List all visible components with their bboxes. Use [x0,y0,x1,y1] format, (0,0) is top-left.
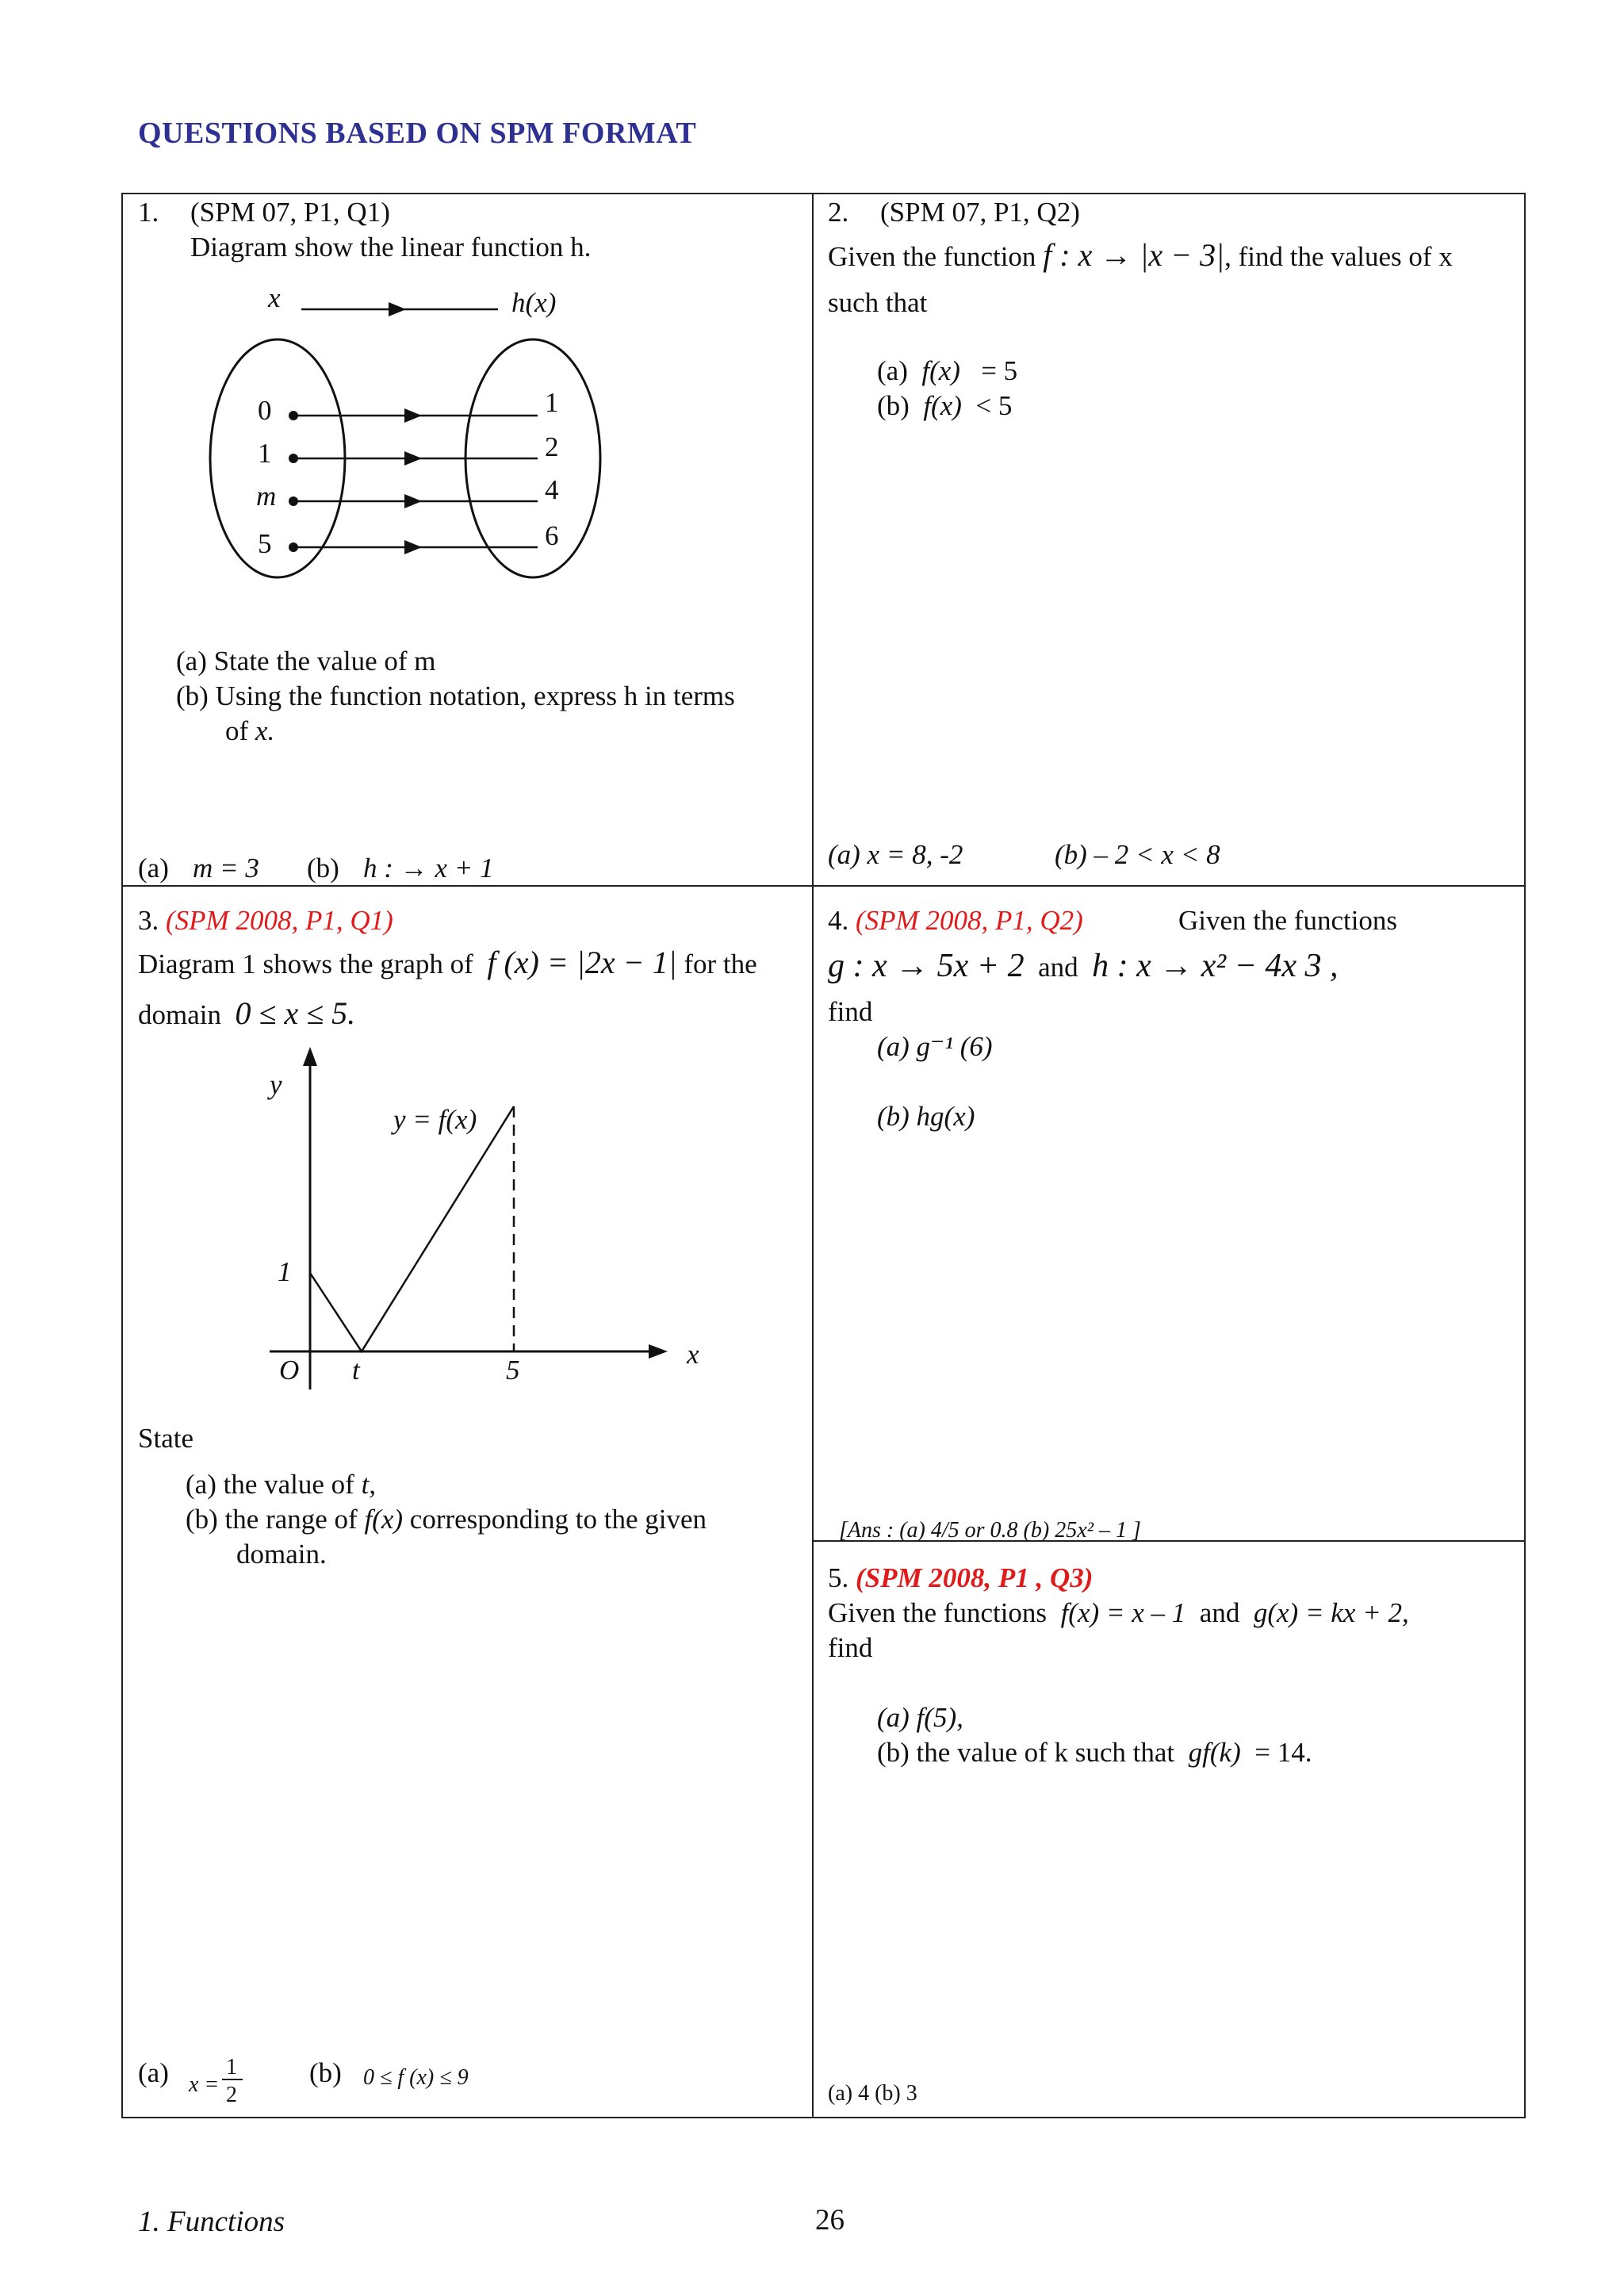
q5-part-b-start: (b) the value of k such that [877,1737,1175,1768]
q1-domain-5: 5 [258,528,272,559]
q2-part-b-expr: f(x) [923,390,962,421]
q5-source: (SPM 2008, P1 , Q3) [856,1562,1094,1593]
q5-number: 5. [828,1562,849,1593]
footer-page-number: 26 [815,2204,845,2237]
q4-answer: [Ans : (a) 4/5 or 0.8 (b) 25x² – 1 ] [839,1518,1141,1543]
q3-answer-b: 0 ≤ f (x) ≤ 9 [363,2065,469,2090]
page-heading: QUESTIONS BASED ON SPM FORMAT [138,117,697,150]
q1-domain-m: m [256,481,277,512]
q3-answer-a-den: 2 [226,2083,237,2107]
q5-find: find [828,1632,873,1663]
q3-part-b: (b) the range of [186,1504,358,1535]
q3-number: 3. [138,905,159,936]
q1-intro: Diagram show the linear function h. [190,232,592,263]
q2-function: f : x → |x − 3| [1043,237,1225,273]
q2-intro-end: , find the values of x [1224,241,1453,272]
q3-domain-expr: 0 ≤ x ≤ 5. [235,995,356,1031]
q4-part-b: (b) hg(x) [877,1101,975,1132]
q3-answer-a-label: (a) [138,2057,169,2088]
q2-part-b-label: (b) [877,390,910,421]
q5-g-function: g(x) = kx + 2, [1253,1597,1409,1628]
q3-answer-a-lhs: x = [189,2072,220,2097]
q1-source: (SPM 07, P1, Q1) [190,197,390,228]
q1-codomain-1: 1 [545,387,559,418]
q1-domain-1: 1 [258,438,272,469]
q5-f-function: f(x) = x – 1 [1060,1597,1186,1628]
q4-find: find [828,996,873,1027]
q3-y-tick-1: 1 [278,1256,292,1287]
q2-number: 2. [828,197,849,228]
q2-intro-start: Given the function [828,241,1036,272]
q5-intro-start: Given the functions [828,1597,1048,1628]
q1-part-b2-var: x. [255,715,275,746]
q2-answer-a: (a) x = 8, -2 [828,839,963,870]
q2-part-a-label: (a) [877,355,908,386]
q3-answer-b-label: (b) [309,2057,342,2088]
q3-state: State [138,1423,193,1454]
footer-chapter: 1. Functions [138,2206,285,2238]
q3-part-a: (a) the value of [186,1469,354,1500]
q3-origin-label: O [279,1355,300,1386]
q3-x-label: x [687,1339,699,1370]
q3-intro-start: Diagram 1 shows the graph of [138,949,473,979]
q1-answer-b: h : → x + 1 [363,853,494,884]
q1-part-a: (a) State the value of m [176,646,436,677]
q3-answer-a-num: 1 [226,2055,237,2079]
q1-part-b: (b) Using the function notation, express h in terms [176,680,735,711]
q4-intro: Given the functions [1178,905,1398,936]
q3-part-b-line2: domain. [236,1539,327,1570]
q2-part-a-rest: = 5 [981,355,1018,386]
q1-codomain-2: 2 [545,431,559,462]
q5-part-b-rest: = 14. [1254,1737,1312,1768]
q4-g-function: g : x → 5x + 2 [828,948,1025,984]
q5-part-b-expr: gf(k) [1188,1737,1241,1768]
q2-source: (SPM 07, P1, Q2) [880,197,1080,228]
q2-intro-line2: such that [828,287,928,318]
q1-codomain-4: 4 [545,474,559,505]
q1-answer-a: m = 3 [193,853,259,884]
q1-arrow-to: h(x) [511,287,557,318]
q4-and: and [1038,952,1078,983]
q3-intro-end: for the [684,949,757,979]
q1-answer-b-label: (b) [307,853,339,884]
q3-part-b-expr: f(x) [364,1504,404,1535]
q3-domain-label: domain [138,999,221,1030]
q3-y-label: y [270,1069,282,1100]
q3-part-a-var: t, [361,1469,377,1500]
q3-x-tick-t: t [352,1355,360,1386]
q4-part-a: (a) g⁻¹ (6) [877,1031,993,1062]
q3-source: (SPM 2008, P1, Q1) [166,905,393,936]
q1-answer-a-label: (a) [138,853,169,884]
q1-number: 1. [138,197,159,228]
q5-answer: (a) 4 (b) 3 [828,2081,917,2106]
q5-part-a: (a) f(5), [877,1702,963,1733]
q3-part-b-rest: corresponding to the given [409,1504,707,1535]
q1-codomain-6: 6 [545,520,559,551]
q4-h-function: h : x → x² − 4x 3 , [1092,948,1339,984]
q3-curve-label: y = f(x) [393,1104,477,1135]
q3-function: f (x) = |2x − 1| [487,945,677,980]
q4-source: (SPM 2008, P1, Q2) [856,905,1083,936]
q1-part-b2: of [225,715,249,746]
q5-and: and [1199,1597,1240,1628]
q3-x-tick-5: 5 [506,1355,520,1386]
q1-domain-0: 0 [258,395,272,426]
q2-part-a-expr: f(x) [921,355,960,386]
q4-number: 4. [828,905,849,936]
q2-part-b-rest: < 5 [975,390,1013,421]
q2-answer-b: (b) – 2 < x < 8 [1055,839,1220,870]
q1-arrow-from: x [268,282,281,313]
